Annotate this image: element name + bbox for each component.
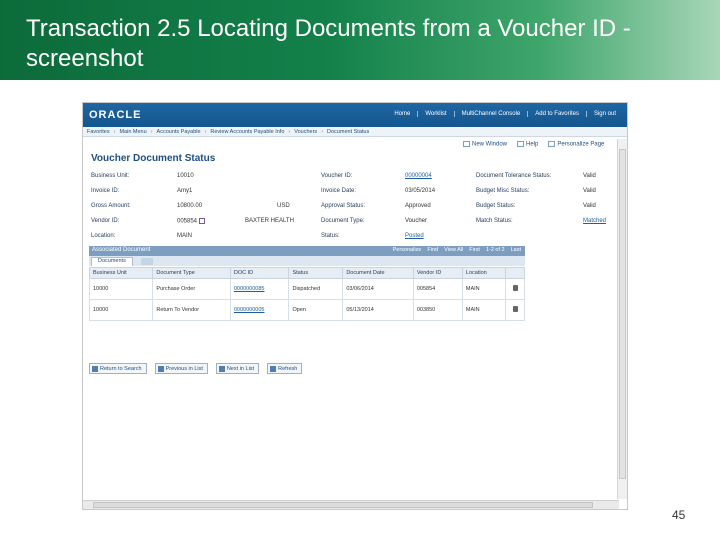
page-links [463,141,604,148]
next-icon [219,366,225,372]
document-icon [513,306,518,312]
doc-tolerance-status-value: Valid [583,173,596,179]
table-row [90,300,525,321]
return-icon [92,366,98,372]
documents-table [89,267,525,321]
cell-document-date: 03/06/2014 [343,279,414,300]
previous-in-list-button[interactable]: Previous in List [155,363,208,374]
grid-header [89,246,525,256]
grid-first-link[interactable]: First [469,247,480,253]
status-link[interactable]: Posted [405,233,424,239]
new-window-link[interactable]: New Window [463,141,507,148]
refresh-button[interactable]: Refresh [267,363,302,374]
button-bar [89,363,302,374]
approval-status-field: Approval Status: [321,203,366,209]
gross-amount-value: 10800.00 [177,203,203,209]
col-doc-id: DOC ID [230,268,289,279]
oracle-logo: ORACLE [89,109,142,121]
horizontal-scrollbar[interactable] [83,500,619,509]
top-links [387,111,623,117]
cell-status: Open [289,300,343,321]
match-status-field: Match Status: [476,218,513,224]
cell-vendor-id: 003850 [413,300,462,321]
crumb-favorites[interactable]: Favorites [87,128,110,135]
document-type-value: Voucher [405,218,428,224]
home-link[interactable]: Home [387,111,418,117]
page-title: Voucher Document Status [91,153,216,164]
grid-find-link[interactable]: Find [427,247,439,253]
worklist-link[interactable]: Worklist [418,111,454,117]
cell-status: Dispatched [289,279,343,300]
status-field: Status: [321,233,340,239]
cell-business-unit: 10000 [90,279,153,300]
grid-nav [393,247,521,253]
table-row [90,279,525,300]
cell-vendor-id: 005854 [413,279,462,300]
top-bar [83,103,628,127]
grid-row-count: 1-2 of 2 [485,247,505,253]
crumb-review-ap-info[interactable]: Review Accounts Payable Info [210,128,285,135]
document-type-field: Document Type: [321,218,365,224]
crumb-accounts-payable[interactable]: Accounts Payable [156,128,201,135]
associated-document-grid [89,246,525,328]
refresh-icon [270,366,276,372]
col-vendor-id: Vendor ID [413,268,462,279]
vendor-name-value: BAXTER HEALTH [245,218,294,224]
cell-doc-id-link[interactable]: 0000000085 [230,279,289,300]
col-action [506,268,525,279]
location-value: MAIN [177,233,192,239]
multichannel-link[interactable]: MultiChannel Console [455,111,529,117]
return-to-search-button[interactable]: Return to Search [89,363,147,374]
invoice-id-value: Amy1 [177,188,193,194]
gross-amount-field: Gross Amount: [91,203,131,209]
crumb-vouchers[interactable]: Vouchers [294,128,318,135]
business-unit-field: Business Unit: [91,173,130,179]
cell-doc-id-link[interactable]: 0000000005 [230,300,289,321]
tab-documents[interactable]: Documents [91,257,133,266]
personalize-page-link[interactable]: Personalize Page [548,141,604,148]
slide-header [0,0,720,80]
help-link[interactable]: Help [517,141,538,148]
invoice-date-field: Invoice Date: [321,188,357,194]
invoice-id-field: Invoice ID: [91,188,120,194]
budget-status-field: Budget Status: [476,203,516,209]
business-unit-value: 10010 [177,173,194,179]
help-icon [517,141,524,147]
location-field: Location: [91,233,116,239]
grid-tabs [89,256,525,266]
cell-document-type: Return To Vendor [153,300,231,321]
cell-action[interactable] [506,300,525,321]
invoice-date-value: 03/05/2014 [405,188,436,194]
vendor-id-field: Vendor ID: [91,218,120,224]
breadcrumb: Favorites › Main Menu › Accounts Payable › Review Accounts Payable Info › Vouchers › Document Status [83,127,628,137]
tab-expand-icon[interactable] [141,258,153,265]
page-number: 45 [672,508,686,522]
col-business-unit: Business Unit [90,268,153,279]
table-header-row [90,268,525,279]
crumb-document-status[interactable]: Document Status [327,128,370,135]
doc-tolerance-status-field: Document Tolerance Status: [476,173,552,179]
budget-misc-status-value: Valid [583,188,596,194]
vendor-id-value: 005854 [177,218,205,225]
vendor-lookup-icon[interactable] [199,218,205,224]
document-icon [513,285,518,291]
cell-action[interactable] [506,279,525,300]
sign-out-link[interactable]: Sign out [593,111,616,117]
approval-status-value: Approved [405,203,431,209]
peoplesoft-screenshot [82,102,628,510]
cell-location: MAIN [462,300,505,321]
currency-value: USD [277,203,290,209]
new-window-icon [463,141,470,147]
voucher-id-link[interactable]: 00000004 [405,173,432,179]
grid-personalize-link[interactable]: Personalize [392,247,422,253]
grid-last-link[interactable]: Last [510,247,521,253]
budget-status-value: Valid [583,203,596,209]
crumb-main-menu[interactable]: Main Menu [119,128,147,135]
grid-view-all-link[interactable]: View All [444,247,464,253]
grid-title: Associated Document [92,247,151,253]
previous-icon [158,366,164,372]
budget-misc-status-field: Budget Misc Status: [476,188,530,194]
match-status-link[interactable]: Matched [583,218,607,224]
add-favorites-link[interactable]: Add to Favorites [528,111,587,117]
cell-business-unit: 10000 [90,300,153,321]
col-document-date: Document Date [343,268,414,279]
col-document-type: Document Type [153,268,231,279]
cell-location: MAIN [462,279,505,300]
personalize-icon [548,141,555,147]
col-location: Location [462,268,505,279]
col-status: Status [289,268,343,279]
vertical-scrollbar[interactable] [617,139,627,499]
cell-document-type: Purchase Order [153,279,231,300]
voucher-id-field: Voucher ID: [321,173,353,179]
slide-title: Transaction 2.5 Locating Documents from a Voucher ID - screenshot [26,15,631,72]
next-in-list-button[interactable]: Next in List [216,363,259,374]
cell-document-date: 05/13/2014 [343,300,414,321]
